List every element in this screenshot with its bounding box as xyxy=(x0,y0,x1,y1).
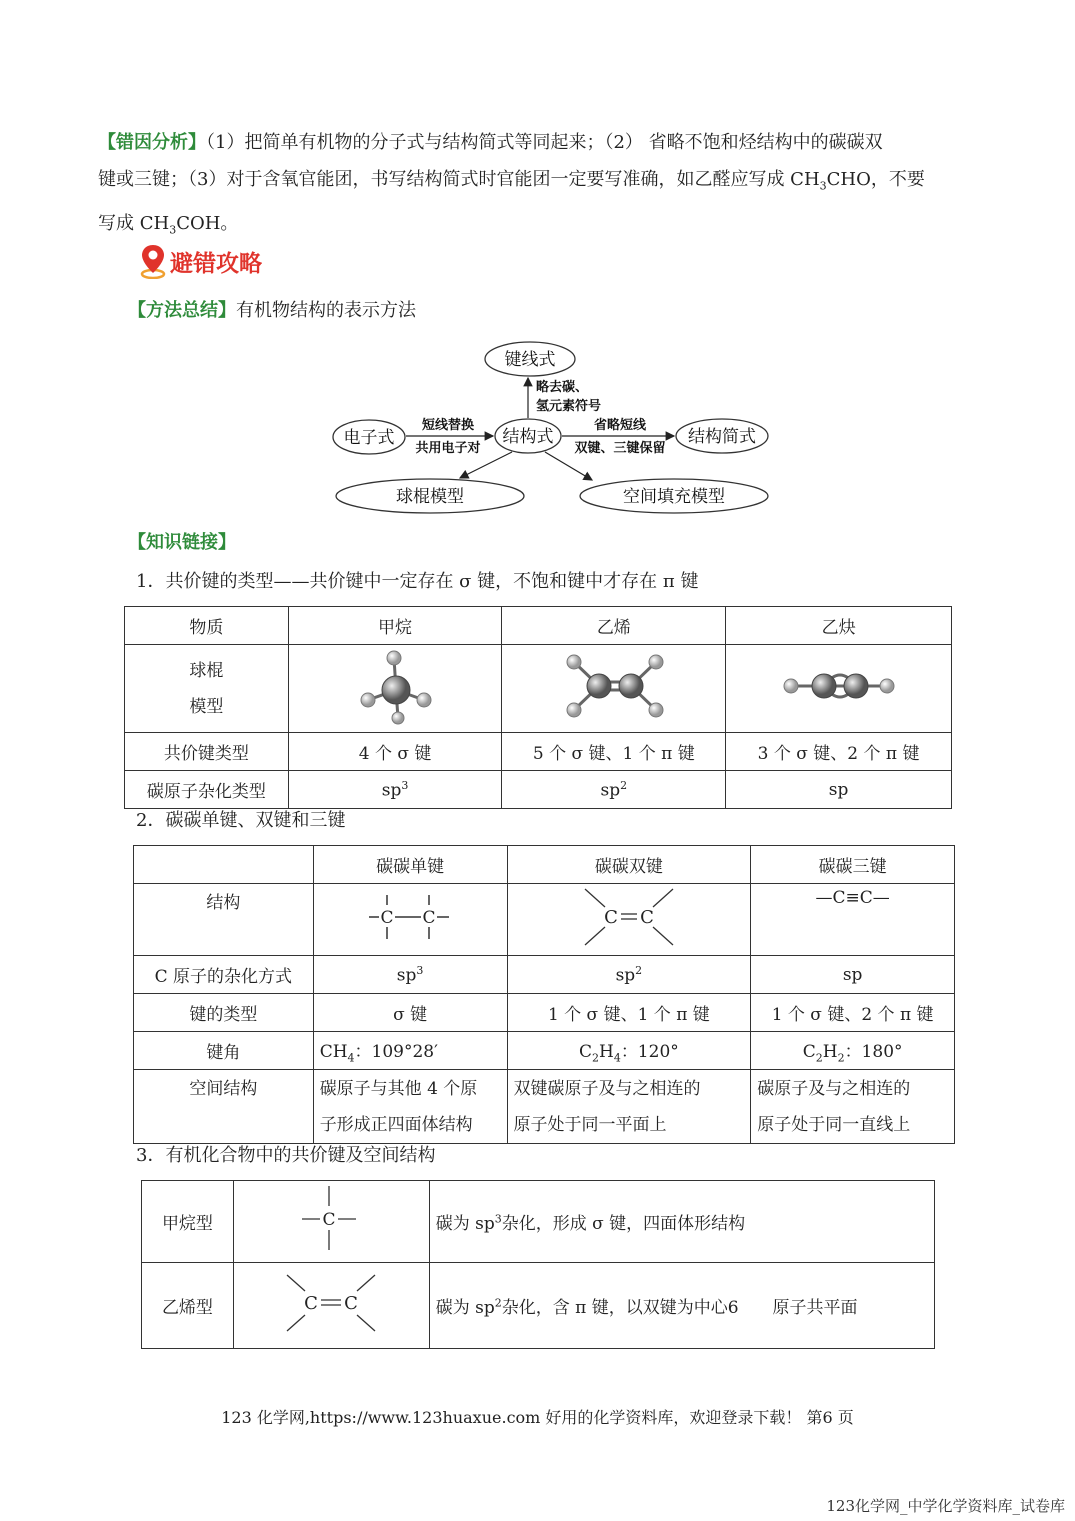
page-footer: 123 化学网,https://www.123huaxue.com 好用的化学资料库，欢迎登录下载！ 第6 页 xyxy=(221,1408,854,1427)
subscript: 3 xyxy=(169,223,177,237)
section3-heading: 3．有机化合物中的共价键及空间结构 xyxy=(136,1145,436,1166)
svg-text:C: C xyxy=(603,907,618,928)
single-bond-cell xyxy=(313,884,507,956)
subscript: 2 xyxy=(815,1051,823,1065)
row-label: 空间结构 xyxy=(134,1070,314,1144)
error-analysis-line2 xyxy=(98,161,978,205)
method-summary xyxy=(128,296,416,326)
subscript: 3 xyxy=(819,179,827,193)
error-analysis-text3: 写成 CH xyxy=(98,212,170,234)
svg-text:C: C xyxy=(422,908,436,928)
table-row xyxy=(134,956,955,994)
hybrid-text: sp xyxy=(600,780,621,801)
methane-type-structure xyxy=(296,1184,366,1254)
row-label: 乙烯型 xyxy=(142,1263,234,1349)
header-cell: 甲烷 xyxy=(288,607,502,645)
row-label: 碳原子杂化类型 xyxy=(125,771,289,809)
superscript: 2 xyxy=(620,778,628,792)
node-left-label: 电子式 xyxy=(343,428,395,448)
hybrid-text: sp xyxy=(381,780,402,801)
triple-bond-cell: —C≡C— xyxy=(751,884,955,956)
table-cell xyxy=(429,1263,934,1349)
table-cell xyxy=(288,771,502,809)
error-analysis-text2c: CHO，不要 xyxy=(826,169,925,190)
hybrid-text: sp xyxy=(396,965,417,986)
node-center-label: 结构式 xyxy=(502,427,554,447)
formula-part: CH xyxy=(319,1041,348,1062)
table-cell xyxy=(313,956,507,994)
row-label: 键的类型 xyxy=(134,994,314,1032)
table-cell: 5 个 σ 键、1 个 π 键 xyxy=(502,733,726,771)
table-cell: 4 个 σ 键 xyxy=(288,733,502,771)
covalent-bond-table xyxy=(124,606,952,809)
cell-line: 双键碳原子及与之相连的 xyxy=(513,1078,701,1099)
arrow-to-bottom-right xyxy=(545,452,592,480)
row-label: 甲烷型 xyxy=(142,1181,234,1263)
table-row xyxy=(125,607,952,645)
error-analysis-label: 【错因分析】 xyxy=(98,132,206,153)
strategy-title: 避错攻略 xyxy=(170,249,262,277)
header-cell: 物质 xyxy=(125,607,289,645)
row-label-line: 模型 xyxy=(189,696,224,717)
row-label: 共价键类型 xyxy=(125,733,289,771)
knowledge-label: 【知识链接】 xyxy=(128,532,236,553)
methane-type-cell xyxy=(233,1181,429,1263)
formula-part: H xyxy=(598,1041,614,1062)
node-bottom-left-label: 球棍模型 xyxy=(396,487,464,507)
table-row xyxy=(125,645,952,733)
desc-part: 碳为 sp xyxy=(435,1214,495,1234)
table-cell: 3 个 σ 键、2 个 π 键 xyxy=(726,733,952,771)
cell-line: 碳原子及与之相连的 xyxy=(757,1078,911,1099)
error-analysis xyxy=(98,124,978,248)
subscript: 2 xyxy=(837,1051,845,1065)
double-bond-structure xyxy=(579,885,679,949)
table-cell: 1 个 σ 键、1 个 π 键 xyxy=(507,994,751,1032)
double-bond-cell xyxy=(507,884,751,956)
row-label: 键角 xyxy=(134,1032,314,1070)
carbon-bond-table xyxy=(133,845,955,1144)
right-edge-label1: 省略短线 xyxy=(593,418,647,433)
single-bond-structure xyxy=(365,889,455,945)
table-row xyxy=(142,1181,935,1263)
superscript: 2 xyxy=(494,1296,502,1310)
subscript: 4 xyxy=(347,1051,355,1065)
formula-part: ：109°28′ xyxy=(354,1041,438,1062)
acetylene-ball-stick-model xyxy=(779,646,899,726)
left-edge-label1: 短线替换 xyxy=(421,418,475,433)
table-row xyxy=(134,994,955,1032)
location-pin-icon xyxy=(140,243,166,279)
table-cell xyxy=(429,1181,934,1263)
table-row xyxy=(125,771,952,809)
desc-part: 杂化，含 π 键，以双键为中心6 xyxy=(501,1298,739,1318)
row-label-line: 球棍 xyxy=(189,660,224,681)
table-row xyxy=(134,1070,955,1144)
cell-line: 原子处于同一直线上 xyxy=(757,1114,911,1135)
error-analysis-line1 xyxy=(98,124,978,161)
table-cell xyxy=(507,956,751,994)
error-analysis-text2: 键或三键；（3）对于含氧官能团，书写结构简式时官能团一定要写准确，如乙醛应写成 CH xyxy=(98,169,820,190)
table-cell xyxy=(751,1032,955,1070)
error-analysis-text3c: COH。 xyxy=(176,212,239,234)
row-label: 结构 xyxy=(134,884,314,956)
cell-line: 碳原子与其他 4 个原 xyxy=(319,1078,478,1099)
left-edge-label2: 共用电子对 xyxy=(415,441,481,456)
header-cell: 碳碳单键 xyxy=(313,846,507,884)
up-edge-label1: 略去碳、 xyxy=(536,380,589,395)
table-cell: 1 个 σ 键、2 个 π 键 xyxy=(751,994,955,1032)
row-label xyxy=(125,645,289,733)
table-row xyxy=(134,884,955,956)
svg-text:C: C xyxy=(344,1293,359,1314)
table-cell: σ 键 xyxy=(313,994,507,1032)
desc-part: 原子共平面 xyxy=(772,1298,858,1318)
table-cell xyxy=(751,1070,955,1144)
superscript: 3 xyxy=(494,1212,502,1226)
error-analysis-text1: （1）把简单有机物的分子式与结构简式等同起来；（2） 省略不饱和烃结构中的碳碳双 xyxy=(206,132,883,153)
ethylene-type-structure xyxy=(281,1271,381,1335)
node-bottom-right-label: 空间填充模型 xyxy=(623,487,725,507)
ethylene-type-cell xyxy=(233,1263,429,1349)
subscript: 4 xyxy=(613,1051,621,1065)
cell-line: 子形成正四面体结构 xyxy=(319,1114,473,1135)
methane-model-cell xyxy=(288,645,502,733)
table-cell xyxy=(313,1070,507,1144)
desc-part: 杂化，形成 σ 键，四面体形结构 xyxy=(501,1214,746,1234)
formula-part: C xyxy=(802,1041,816,1062)
svg-text:C: C xyxy=(639,907,654,928)
formula-part: ：180° xyxy=(844,1041,903,1062)
formula-part: C xyxy=(578,1041,592,1062)
table-cell xyxy=(507,1070,751,1144)
header-cell: 乙炔 xyxy=(726,607,952,645)
spatial-structure-table xyxy=(141,1180,935,1349)
cell-line: 原子处于同一平面上 xyxy=(513,1114,667,1135)
section2-heading: 2．碳碳单键、双键和三键 xyxy=(136,810,346,831)
header-cell: 乙烯 xyxy=(502,607,726,645)
section1-heading: 1．共价键的类型——共价键中一定存在 σ 键，不饱和键中才存在 π 键 xyxy=(136,571,699,592)
acetylene-model-cell xyxy=(726,645,952,733)
desc-part: 碳为 sp xyxy=(435,1298,495,1318)
methane-ball-stick-model xyxy=(350,646,440,726)
up-edge-label2: 氢元素符号 xyxy=(536,399,602,414)
table-cell xyxy=(502,771,726,809)
table-row xyxy=(134,1032,955,1070)
node-right-label: 结构简式 xyxy=(688,427,756,447)
subscript: 2 xyxy=(591,1051,599,1065)
structure-representation-diagram xyxy=(330,338,780,518)
header-cell xyxy=(134,846,314,884)
header-cell: 碳碳三键 xyxy=(751,846,955,884)
table-row xyxy=(125,733,952,771)
superscript: 3 xyxy=(401,778,409,792)
method-text: 有机物结构的表示方法 xyxy=(236,300,416,321)
svg-text:C: C xyxy=(322,1210,336,1230)
row-label: C 原子的杂化方式 xyxy=(134,956,314,994)
header-cell: 碳碳双键 xyxy=(507,846,751,884)
svg-text:C: C xyxy=(304,1293,319,1314)
ethylene-model-cell xyxy=(502,645,726,733)
superscript: 3 xyxy=(416,963,424,977)
table-row xyxy=(142,1263,935,1349)
node-top-label: 键线式 xyxy=(504,350,556,370)
ethylene-ball-stick-model xyxy=(554,646,674,726)
table-row xyxy=(134,846,955,884)
strategy-heading xyxy=(140,241,262,281)
svg-text:C: C xyxy=(380,908,394,928)
table-cell: sp xyxy=(751,956,955,994)
formula-part: H xyxy=(822,1041,838,1062)
superscript: 2 xyxy=(635,963,643,977)
table-cell xyxy=(507,1032,751,1070)
site-watermark: 123化学网_中学化学资料库_试卷库 xyxy=(826,1497,1065,1515)
table-cell: sp xyxy=(726,771,952,809)
formula-part: ：120° xyxy=(620,1041,679,1062)
hybrid-text: sp xyxy=(615,965,636,986)
table-cell xyxy=(313,1032,507,1070)
method-label: 【方法总结】 xyxy=(128,300,236,321)
right-edge-label2: 双键、三键保留 xyxy=(574,441,666,456)
